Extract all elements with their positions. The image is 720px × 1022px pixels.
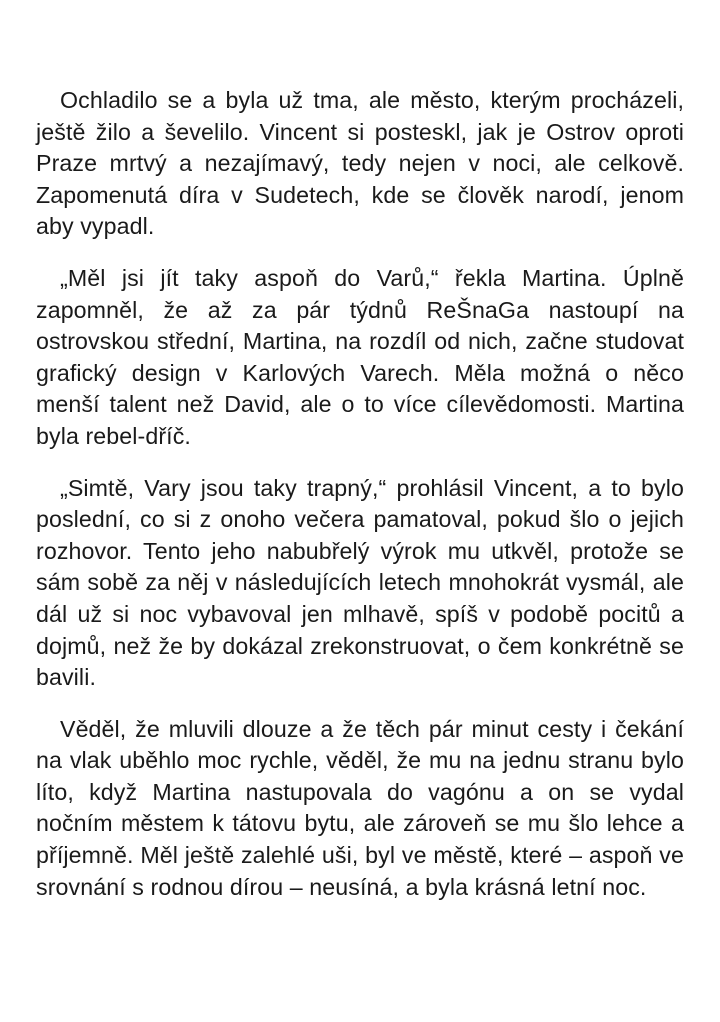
paragraph-1: Ochladilo se a byla už tma, ale město, kterým procházeli, ještě žilo a ševelilo. Vincent si posteskl, jak je Ostrov oproti Praze mrtvý a nezajímavý, tedy nejen v noci, ale celkově. Zapomenutá díra v Sudetech, kde se člověk narodí, jenom aby vypadl. [36, 87, 684, 240]
document-page [36, 85, 684, 923]
paragraph-3: „Simtě, Vary jsou taky trapný,“ prohlásil Vincent, a to bylo poslední, co si z onoho večera pamatoval, pokud šlo o jejich rozhovor. Tento jeho nabubřelý výrok mu utkvěl, protože se sám sobě za něj v následujících letech mnohokrát vysmál, ale dál už si noc vybavoval jen mlhavě, spíš v podobě pocitů a dojmů, než že by dokázal zrekonstruovat, o čem konkrétně se bavili. [36, 474, 684, 691]
paragraph-2: „Měl jsi jít taky aspoň do Varů,“ řekla Martina. Úplně zapomněl, že až za pár týdnů ReŠnaGa nastoupí na ostrovskou střední, Martina, na rozdíl od nich, začne studovat grafický design v Karlových Varech. Měla možná o něco menší talent než David, ale o to více cílevědomosti. Martina byla rebel-dříč. [36, 264, 684, 449]
paragraph-4: Věděl, že mluvili dlouze a že těch pár minut cesty i čekání na vlak uběhlo moc rychle, věděl, že mu na jednu stranu bylo líto, když Martina nastupovala do vagónu a on se vydal nočním městem k tátovu bytu, ale zároveň se mu šlo lehce a příjemně. Měl ještě zalehlé uši, byl ve městě, které – aspoň ve srovnání s rodnou dírou – neusíná, a byla krásná letní noc. [36, 715, 684, 900]
